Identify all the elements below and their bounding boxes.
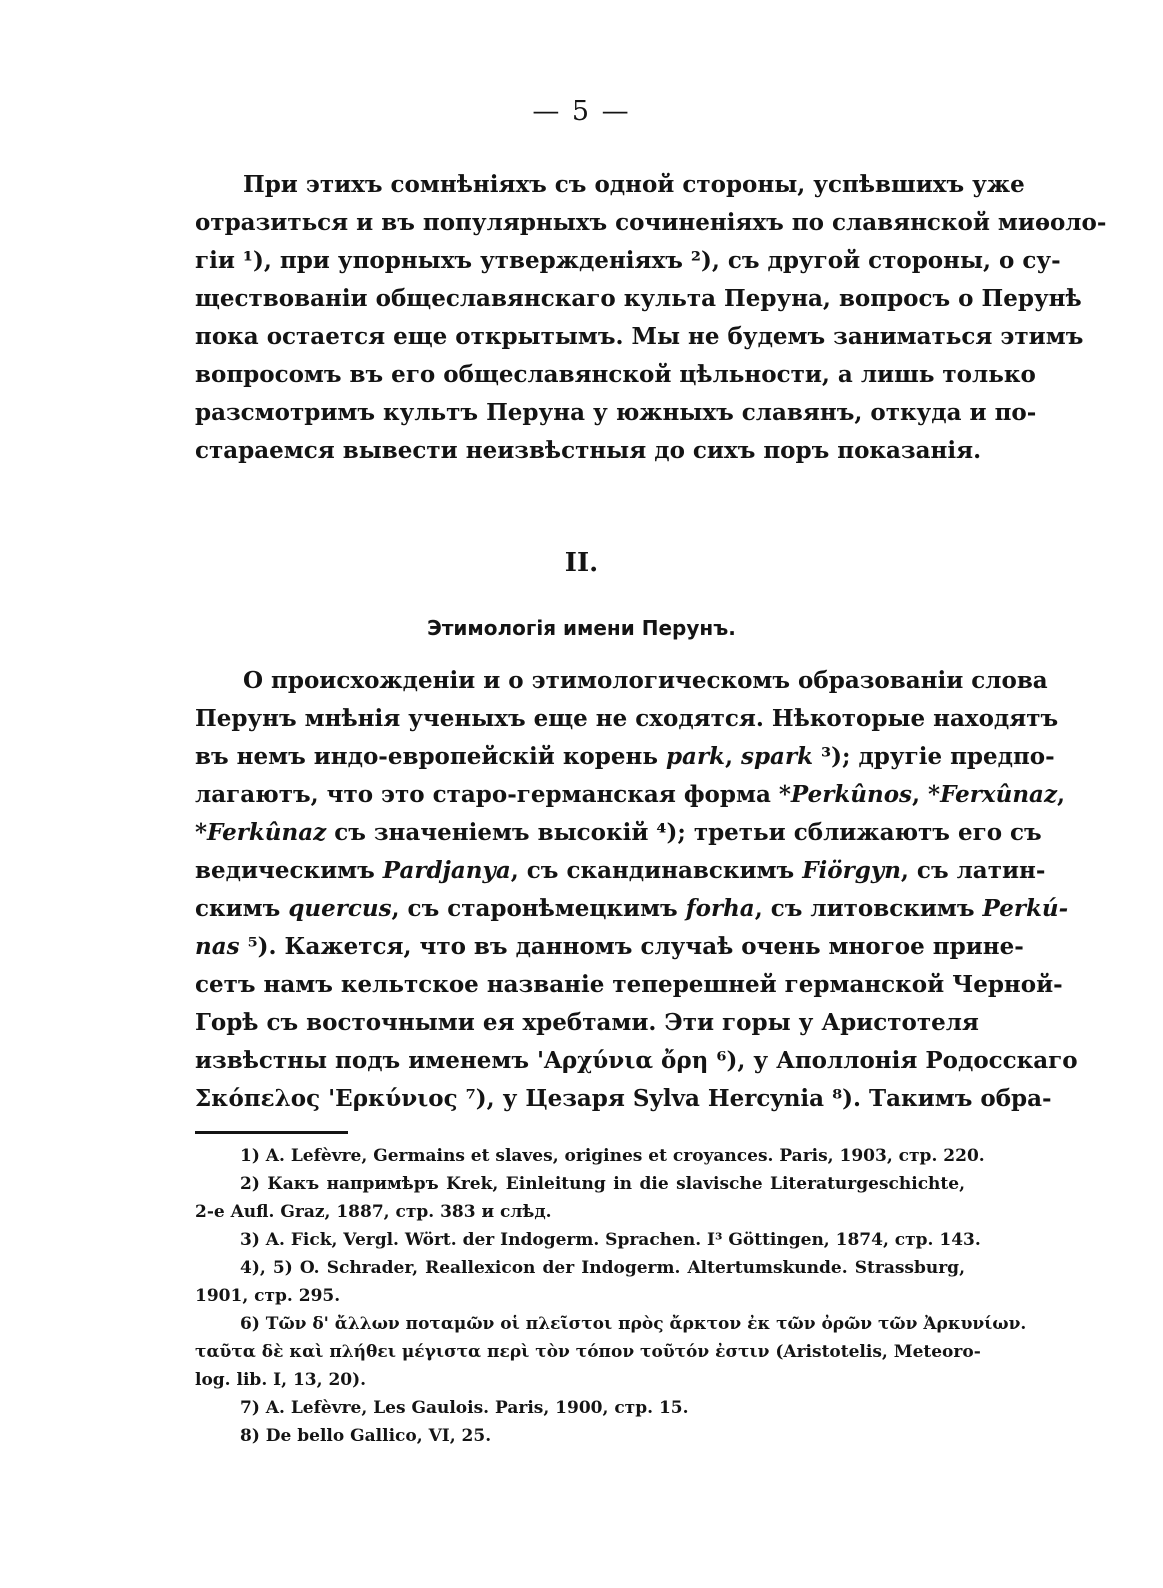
italic-term: nas: [195, 933, 240, 960]
text-line: [195, 890, 1069, 928]
text-line: [195, 852, 1046, 890]
text-run: *: [195, 819, 208, 846]
section-number: II.: [564, 548, 599, 578]
text-line: разсмотримъ культъ Перуна у южныхъ славянъ, откуда и по-: [195, 399, 1037, 426]
text-line: пока остается еще открытымъ. Мы не будемъ заниматься этимъ: [195, 323, 1084, 350]
italic-term: spark: [741, 743, 814, 770]
text-run: ⁵). Кажется, что въ данномъ случаѣ очень многое прине-: [239, 933, 1024, 960]
text-line: [195, 814, 1042, 852]
page-number: — 5 —: [532, 96, 631, 127]
text-run: , съ скандинавскимъ: [510, 857, 803, 884]
text-run: , съ старонѣмецкимъ: [391, 895, 686, 922]
text-line: ществованіи общеславянскаго культа Перуна, вопросъ о Перунѣ: [195, 285, 1082, 312]
italic-term: park: [665, 743, 725, 770]
footnote-7: 7) A. Lefèvre, Les Gaulois. Paris, 1900, стр. 15.: [240, 1398, 689, 1418]
paragraph-intro: [195, 166, 1107, 470]
text-run: , съ литовскимъ: [754, 895, 983, 922]
footnote-6-cont: log. lib. I, 13, 20).: [195, 1370, 367, 1390]
text-run: ,: [725, 743, 742, 770]
footnote-2-cont: 2-е Aufl. Graz, 1887, стр. 383 и слѣд.: [195, 1202, 552, 1222]
text-line: гіи ¹), при упорныхъ утвержденіяхъ ²), съ другой стороны, о су-: [195, 247, 1061, 274]
footnote-4-5-cont: 1901, стр. 295.: [195, 1286, 341, 1306]
text-line: [195, 928, 1024, 966]
footnote-1: 1) A. Lefèvre, Germains et slaves, origines et croyances. Paris, 1903, стр. 220.: [240, 1146, 985, 1166]
footnote-6: 6) Τῶν δ' ἄλλων ποταμῶν οἱ πλεῖστοι πρὸς ἄρκτον ἐκ τῶν ὀρῶν τῶν Ἀρκυνίων.: [240, 1314, 1027, 1334]
text-run: въ немъ индо-европейскій корень: [195, 743, 666, 770]
footnote-6-cont: ταῦτα δὲ καὶ πλήθει μέγιστα περὶ τὸν τόπον τοῦτόν ἐστιν (Aristotelis, Meteoro-: [195, 1342, 981, 1362]
text-run: лагаютъ, что это старо-германская форма *: [195, 781, 791, 808]
text-line: [195, 776, 1066, 814]
footnote-3: 3) A. Fick, Vergl. Wört. der Indogerm. Sprachen. I³ Göttingen, 1874, стр. 143.: [240, 1230, 981, 1250]
text-run: съ значеніемъ высокій ⁴); третьи сближаютъ его съ: [326, 819, 1042, 846]
text-run: , *: [912, 781, 941, 808]
section-title: Этимологія имени Перунъ.: [427, 616, 736, 640]
text-line: О происхожденіи и о этимологическомъ образованіи слова: [243, 667, 1048, 694]
text-line: вопросомъ въ его общеславянской цѣльности, а лишь только: [195, 361, 1036, 388]
text-line: стараемся вывести неизвѣстныя до сихъ поръ показанія.: [195, 437, 982, 464]
text-line: Σκόπελος 'Ερκύνιος ⁷), у Цезаря Sylva Hercynia ⁸). Такимъ обра-: [195, 1085, 1052, 1112]
footnote-8: 8) De bello Gallico, VI, 25.: [240, 1426, 492, 1446]
footnote-4-5: 4), 5) O. Schrader, Reallexicon der Indogerm. Altertumskunde. Strassburg,: [240, 1258, 965, 1278]
text-line: Горѣ съ восточными ея хребтами. Эти горы у Аристотеля: [195, 1009, 979, 1036]
text-line: При этихъ сомнѣніяхъ съ одной стороны, успѣвшихъ уже: [243, 171, 1025, 198]
italic-term: forha: [685, 895, 755, 922]
text-line: отразиться и въ популярныхъ сочиненіяхъ по славянской миѳоло-: [195, 209, 1107, 236]
text-run: , съ латин-: [900, 857, 1046, 884]
italic-term: Perkûnos: [790, 781, 913, 808]
text-run: ,: [1057, 781, 1066, 808]
text-run: ³); другіе предпо-: [813, 743, 1055, 770]
italic-term: Pardjanya: [382, 857, 511, 884]
footnote-2: 2) Какъ напримѣръ Krek, Einleitung in die slavische Literaturgeschichte,: [240, 1174, 965, 1194]
footnote-divider: [195, 1131, 348, 1134]
text-line: [195, 738, 1055, 776]
text-line: сетъ намъ кельтское названіе теперешней германской Черной-: [195, 971, 1063, 998]
italic-term: Perkú-: [982, 895, 1069, 922]
paragraph-etymology: [195, 662, 1078, 1118]
text-line: Перунъ мнѣнія ученыхъ еще не сходятся. Нѣкоторые находятъ: [195, 705, 1059, 732]
text-line: извѣстны подъ именемъ 'Αρχύνια ὄρη ⁶), у Аполлонія Родосскаго: [195, 1047, 1078, 1074]
italic-term: Ferkûnaz: [207, 819, 327, 846]
italic-term: quercus: [288, 895, 392, 922]
italic-term: Ferxûnaz: [940, 781, 1058, 808]
italic-term: Fiörgyn: [802, 857, 901, 884]
footnotes: [195, 1142, 1027, 1450]
text-run: ведическимъ: [195, 857, 383, 884]
text-run: скимъ: [195, 895, 289, 922]
